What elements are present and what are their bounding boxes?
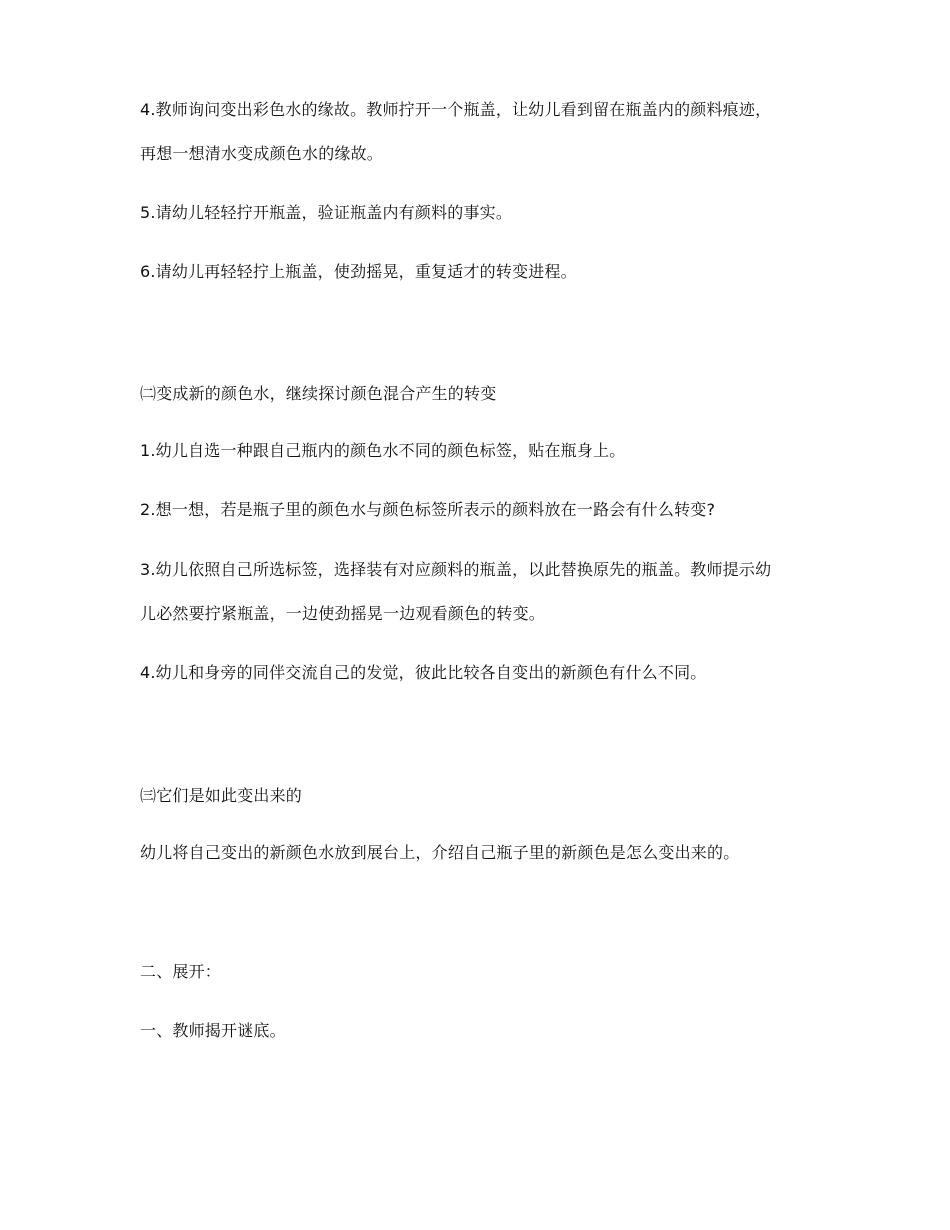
section-heading-2: ㈡变成新的颜色水，继续探讨颜色混合产生的转变 bbox=[140, 384, 497, 403]
section-heading-expand: 二、展开： bbox=[140, 962, 222, 981]
paragraph-item-1: 1.幼儿自选一种跟自己瓶内的颜色水不同的颜色标签，贴在瓶身上。 bbox=[140, 441, 626, 460]
paragraph-step-6: 6.请幼儿再轻轻拧上瓶盖，使劲摇晃，重复适才的转变进程。 bbox=[140, 262, 577, 281]
paragraph-step-4-line-2: 再想一想清水变成颜色水的缘故。 bbox=[140, 144, 384, 163]
paragraph-reveal-answer: 一、教师揭开谜底。 bbox=[140, 1021, 286, 1040]
paragraph-step-4-line-1: 4.教师询问变出彩色水的缘故。教师拧开一个瓶盖，让幼儿看到留在瓶盖内的颜料痕迹， bbox=[140, 100, 772, 119]
paragraph-item-4: 4.幼儿和身旁的同伴交流自己的发觉，彼此比较各自变出的新颜色有什么不同。 bbox=[140, 663, 707, 682]
paragraph-step-5: 5.请幼儿轻轻拧开瓶盖，验证瓶盖内有颜料的事实。 bbox=[140, 203, 513, 222]
paragraph-item-3-line-2: 儿必然要拧紧瓶盖，一边使劲摇晃一边观看颜色的转变。 bbox=[140, 604, 546, 623]
section-heading-3: ㈢它们是如此变出来的 bbox=[140, 786, 303, 805]
paragraph-section-3-body: 幼儿将自己变出的新颜色水放到展台上，介绍自己瓶子里的新颜色是怎么变出来的。 bbox=[140, 843, 740, 862]
paragraph-item-2: 2.想一想，若是瓶子里的颜色水与颜色标签所表示的颜料放在一路会有什么转变? bbox=[140, 500, 716, 519]
paragraph-item-3-line-1: 3.幼儿依照自己所选标签，选择装有对应颜料的瓶盖，以此替换原先的瓶盖。教师提示幼 bbox=[140, 560, 772, 579]
